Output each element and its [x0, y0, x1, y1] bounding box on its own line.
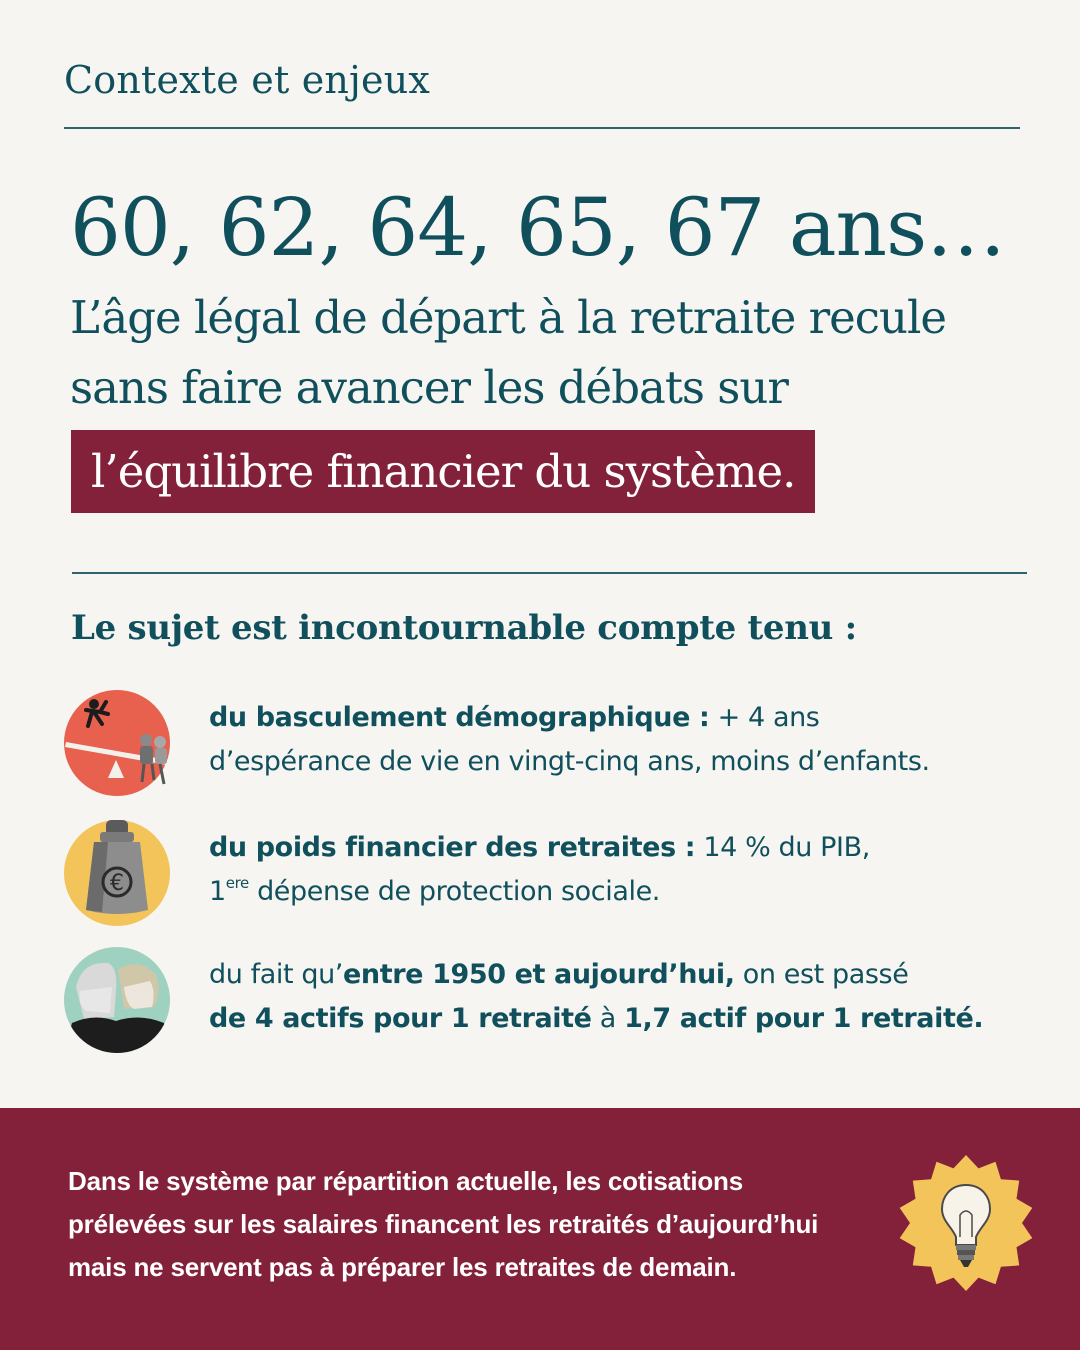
footer-banner	[0, 1108, 1080, 1350]
point-bold-label: du basculement démographique :	[209, 702, 710, 733]
point-ratio	[64, 947, 1024, 1057]
point-bold-before: de 4 actifs pour 1 retraité	[209, 1003, 592, 1034]
footer-line-1: Dans le système par répartition actuelle, les cotisations	[68, 1166, 743, 1196]
subject-heading: Le sujet est incontournable compte tenu :	[71, 608, 857, 648]
header-divider	[64, 127, 1020, 129]
lead-line-2: sans faire avancer les débats sur	[70, 361, 788, 414]
point-text-1: + 4 ans	[709, 702, 820, 733]
point-text-mid: à	[591, 1003, 625, 1034]
footer-line-3: mais ne servent pas à préparer les retraites de demain.	[68, 1252, 737, 1282]
point-text	[209, 696, 930, 784]
point-bold-after: 1,7 actif pour 1 retraité.	[624, 1003, 984, 1034]
point-text-pre: du fait qu’	[209, 959, 343, 990]
point-text-1: 14 % du PIB,	[695, 832, 870, 863]
two-faces-icon	[64, 947, 170, 1053]
lightbulb-icon	[896, 1153, 1036, 1293]
point-bold-period: entre 1950 et aujourd’hui,	[343, 959, 735, 990]
seesaw-icon	[64, 690, 170, 796]
ordinal-number: 1	[209, 876, 226, 907]
svg-text:€: €	[110, 871, 124, 896]
euro-weight-icon	[64, 820, 170, 926]
section-title: Contexte et enjeux	[64, 58, 431, 102]
ages-headline: 60, 62, 64, 65, 67 ans…	[70, 181, 1006, 274]
section-divider	[72, 572, 1027, 574]
point-bold-label: du poids financier des retraites :	[209, 832, 696, 863]
point-text	[209, 826, 870, 914]
footer-line-2: prélevées sur les salaires financent les retraités d’aujourd’hui	[68, 1209, 819, 1239]
point-text-2: dépense de protection sociale.	[248, 876, 660, 907]
lead-text	[70, 283, 946, 423]
point-text	[209, 953, 983, 1041]
ordinal-suffix: ere	[225, 874, 249, 892]
highlight-banner: l’équilibre financier du système.	[71, 430, 815, 513]
point-text-post: on est passé	[734, 959, 909, 990]
point-financial-weight	[64, 820, 1024, 930]
lead-line-1: L’âge légal de départ à la retraite recule	[70, 291, 947, 344]
point-text-2: d’espérance de vie en vingt-cinq ans, moins d’enfants.	[209, 746, 930, 777]
point-demography	[64, 690, 1024, 800]
footer-text	[68, 1160, 818, 1289]
